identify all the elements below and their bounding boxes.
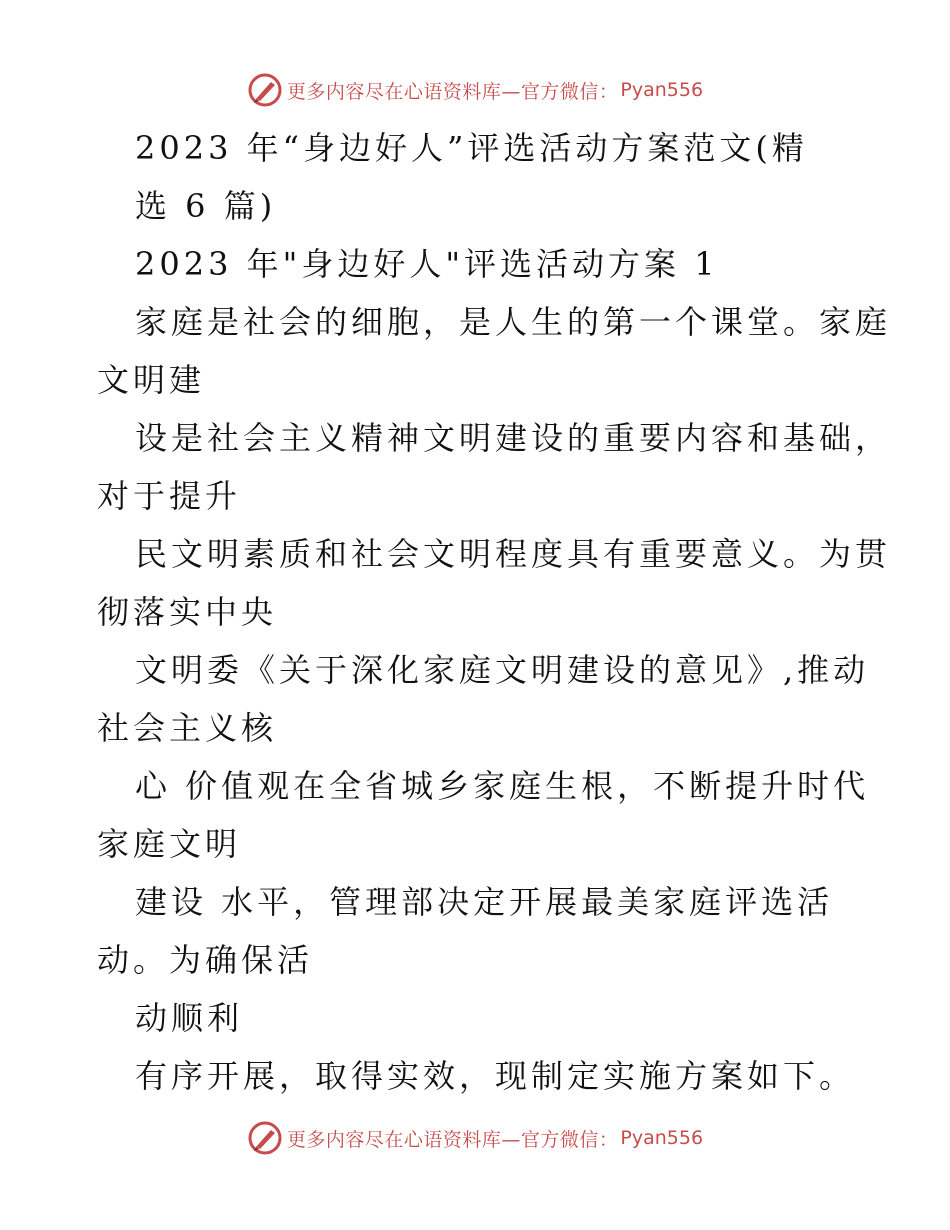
doc-title-line-2: 选 6 篇) — [135, 187, 277, 225]
watermark-footer — [0, 1118, 950, 1158]
body-line: 动顺利 — [135, 999, 244, 1037]
body-line: 社会主义核 — [97, 709, 278, 747]
body-line: 有序开展，取得实效，现制定实施方案如下。 — [135, 1057, 856, 1095]
body-line: 心 价值观在全省城乡家庭生根，不断提升时代 — [135, 767, 870, 805]
body-line: 建设 水平，管理部决定开展最美家庭评选活 — [135, 883, 834, 921]
watermark-text: 更多内容尽在心语资料库—官方微信： — [286, 80, 619, 103]
body-line: 彻落实中央 — [97, 593, 278, 631]
body-line: 家庭文明 — [97, 825, 242, 863]
pen-logo-icon — [247, 1120, 283, 1156]
body-line: 家庭是社会的细胞，是人生的第一个课堂。家庭 — [135, 303, 892, 341]
body-line: 设是社会主义精神文明建设的重要内容和基础， — [135, 419, 892, 457]
body-line: 民文明素质和社会文明程度具有重要意义。为贯 — [135, 535, 892, 573]
watermark-header — [0, 70, 950, 110]
body-line: 文明建 — [97, 361, 206, 399]
watermark-wechat-id: Pyan556 — [620, 1127, 704, 1149]
pen-logo-icon — [247, 72, 283, 108]
body-line: 动。为确保活 — [97, 941, 314, 979]
watermark-text: 更多内容尽在心语资料库—官方微信： — [286, 1128, 619, 1151]
section-heading: 2023 年"身边好人"评选活动方案 1 — [135, 245, 719, 283]
doc-title-line-1: 2023 年“身边好人”评选活动方案范文(精 — [135, 129, 808, 167]
watermark-wechat-id: Pyan556 — [620, 79, 704, 101]
body-line: 文明委《关于深化家庭文明建设的意见》,推动 — [135, 651, 870, 689]
body-line: 对于提升 — [97, 477, 242, 515]
